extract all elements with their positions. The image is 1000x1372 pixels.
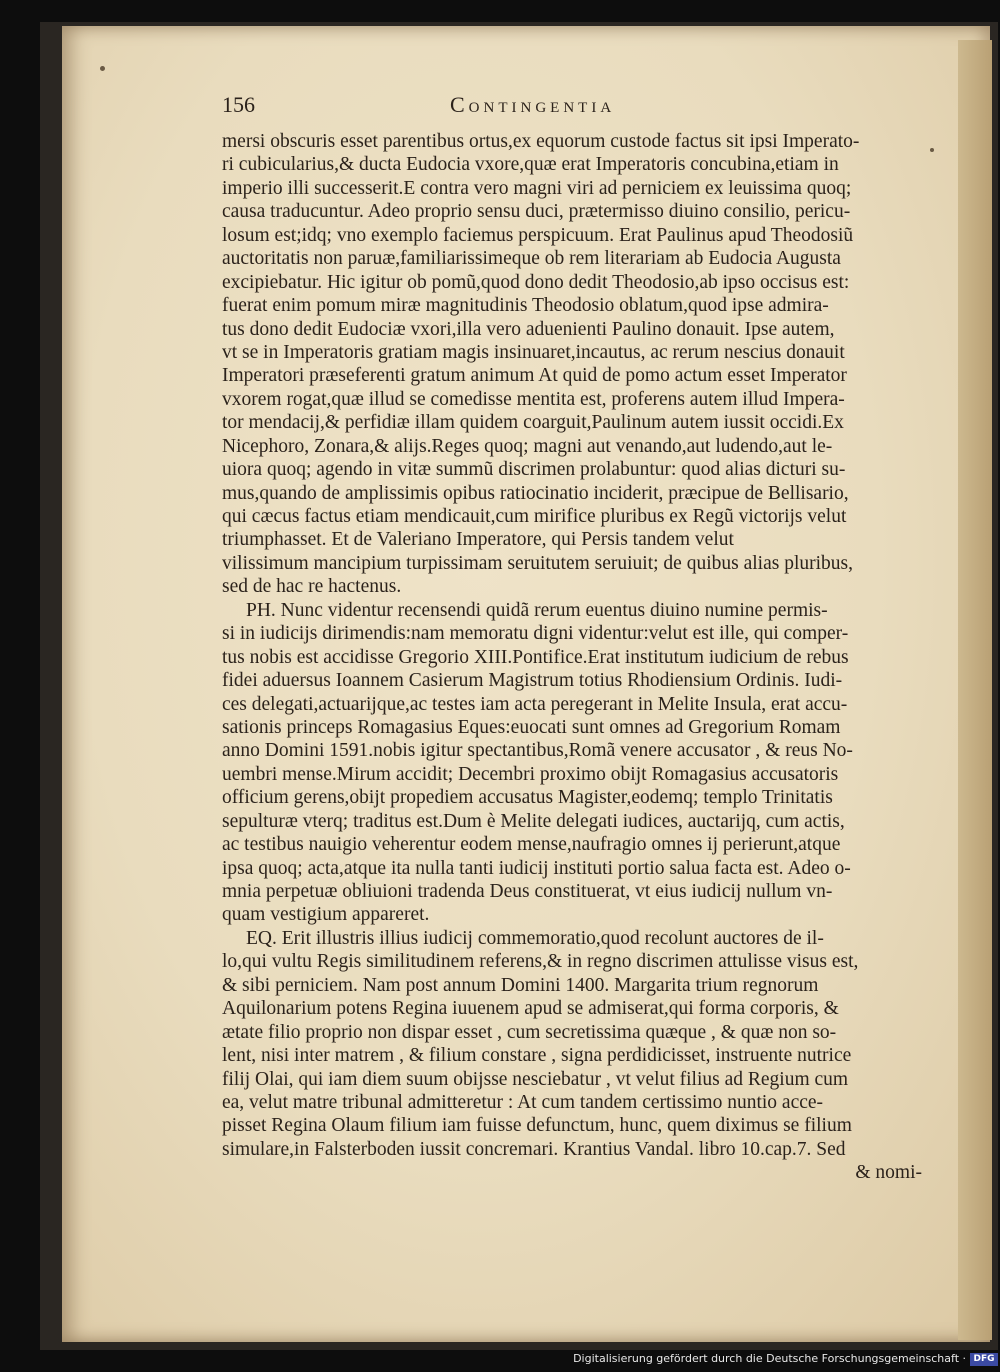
text-line: losum est;idq; vno exemplo faciemus perspicuum. Erat Paulinus apud Theodosiũ	[222, 224, 854, 246]
catchword: & nomi-	[855, 1162, 922, 1184]
paragraph-eq	[222, 927, 922, 1161]
text-line: tus dono dedit Eudociæ vxori,illa vero aduenienti Paulino donauit. Ipse autem,	[222, 318, 835, 340]
text-line: simulare,in Falsterboden iussit concremari. Krantius Vandal. libro 10.cap.7. Sed	[222, 1138, 846, 1160]
text-line: Aquilonarium potens Regina iuuenem apud se admiserat,qui forma corporis, &	[222, 998, 839, 1020]
text-line: officium gerens,obijt propediem accusatus Magister,eodemq; templo Trinitatis	[222, 787, 833, 809]
paragraph-ph	[222, 599, 922, 927]
text-line: ipsa quoq; acta,atque ita nulla tanti iudicij instituti portio salua facta est. Adeo o-	[222, 857, 851, 879]
text-line: ætate filio proprio non dispar esset , cum secretissima quæque , & quæ non so-	[222, 1021, 837, 1043]
paper-speck	[100, 66, 105, 71]
text-line: lo,qui vultu Regis similitudinem referens,& in regno discrimen attulisse visus est,	[222, 951, 859, 973]
footer-credit: Digitalisierung gefördert durch die Deutsche Forschungsgemeinschaft ·	[573, 1352, 966, 1365]
text-line: si in iudicijs dirimendis:nam memoratu digni videntur:velut est ille, qui comper-	[222, 623, 849, 645]
text-line: PH. Nunc videntur recensendi quidã rerum euentus diuino numine permis-	[246, 599, 828, 621]
text-line: ea, velut matre tribunal admitteretur : At cum tandem certissimo nuntio acce-	[222, 1091, 824, 1113]
page-text	[222, 92, 922, 1185]
text-line: qui cæcus factus etiam mendicauit,cum mirifice pluribus ex Regũ victorijs velut	[222, 506, 847, 527]
text-line: excipiebatur. Hic igitur ob pomũ,quod dono dedit Theodosio,ab ipso occisus est:	[222, 271, 850, 293]
running-head: Contingentia	[450, 92, 616, 117]
text-line: uiora quoq; agendo in vitæ summũ discrimen prolabuntur: quod alias dicturi su-	[222, 459, 846, 481]
text-line: sationis princeps Romagasius Eques:euocati sunt omnes ad Gregorium Romam	[222, 716, 841, 738]
text-line: mersi obscuris esset parentibus ortus,ex equorum custode factus sit ipsi Imperato-	[222, 131, 860, 152]
text-line: vt se in Imperatoris gratiam magis insinuaret,incautus, ac rerum nescius donauit	[222, 341, 845, 363]
text-line: pisset Regina Olaum filium iam fuisse defunctum, hunc, quem diximus se filium	[222, 1115, 852, 1137]
text-line: auctoritatis non paruæ,familiarissimeque ob rem literariam ab Eudocia Augusta	[222, 248, 841, 270]
text-line: ces delegati,actuarijque,ac testes iam acta peregerant in Melite Insula, erat accu-	[222, 693, 848, 715]
page-header	[222, 92, 922, 130]
text-line: fuerat enim pomum miræ magnitudinis Theodosio oblatum,quod ipse admira-	[222, 295, 829, 317]
text-line: vilissimum mancipium turpissimam seruitutem seruiuit; de quibus alias pluribus,	[222, 552, 853, 574]
text-line: mus,quando de amplissimis opibus ratiocinatio inciderit, præcipue de Bellisario,	[222, 482, 849, 504]
text-line: causa traducuntur. Adeo proprio sensu duci, prætermisso diuino consilio, pericu-	[222, 201, 851, 223]
paper-speck	[930, 148, 934, 152]
page-edge	[958, 40, 992, 1340]
text-line: uembri mense.Mirum accidit; Decembri proximo obijt Romagasius accusatoris	[222, 763, 839, 785]
text-line: filij Olai, qui iam diem suum obijsse nesciebatur , vt velut filius ad Regium cum	[222, 1068, 849, 1090]
text-line: triumphasset. Et de Valeriano Imperatore, qui Persis tandem velut	[222, 529, 734, 551]
text-line: sepulturæ vterq; traditus est.Dum è Melite delegati iudices, auctarijq, cum actis,	[222, 810, 845, 832]
dfg-logo-icon: DFG	[970, 1353, 998, 1366]
text-line: ri cubicularius,& ducta Eudocia vxore,quæ erat Imperatoris concubina,etiam in	[222, 154, 839, 176]
text-line: imperio illi successerit.E contra vero magni viri ad perniciem ex leuissima quoq;	[222, 177, 852, 199]
text-line: Imperatori præseferenti gratum animum At quid de pomo actum esset Imperator	[222, 365, 847, 387]
text-line: sed de hac re hactenus.	[222, 576, 402, 598]
text-line: tus nobis est accidisse Gregorio XIII.Pontifice.Erat institutum iudicium de rebus	[222, 646, 849, 668]
text-line: fidei aduersus Ioannem Casierum Magistrum totius Rhodiensium Ordinis. Iudi-	[222, 670, 843, 692]
text-line: mnia perpetuæ obliuioni tradenda Deus constituerat, vt eius iudicij nullum vn-	[222, 881, 833, 902]
text-line: ac testibus nauigio veherentur eodem mense,naufragio omnes ij perierunt,atque	[222, 834, 841, 856]
text-line: quam vestigium appareret.	[222, 904, 430, 926]
text-line: EQ. Erit illustris illius iudicij commemoratio,quod recolunt auctores de il-	[246, 927, 824, 949]
page-number: 156	[222, 92, 255, 117]
text-line: tor mendacij,& perfidiæ illam quidem coarguit,Paulinum autem iussit occidi.Ex	[222, 412, 844, 434]
paragraph-intro	[222, 130, 922, 599]
text-line: lent, nisi inter matrem , & filium constare , signa perdidicisset, instruente nutrice	[222, 1045, 852, 1067]
text-line: Nicephoro, Zonara,& alijs.Reges quoq; magni aut venando,aut ludendo,aut le-	[222, 435, 833, 457]
text-line: anno Domini 1591.nobis igitur spectantibus,Romã venere accusator , & reus No-	[222, 740, 853, 762]
text-line: & sibi perniciem. Nam post annum Domini 1400. Margarita trium regnorum	[222, 974, 819, 996]
text-line: vxorem rogat,quæ illud se comedisse mentita est, proferens autem illud Impera-	[222, 388, 845, 410]
